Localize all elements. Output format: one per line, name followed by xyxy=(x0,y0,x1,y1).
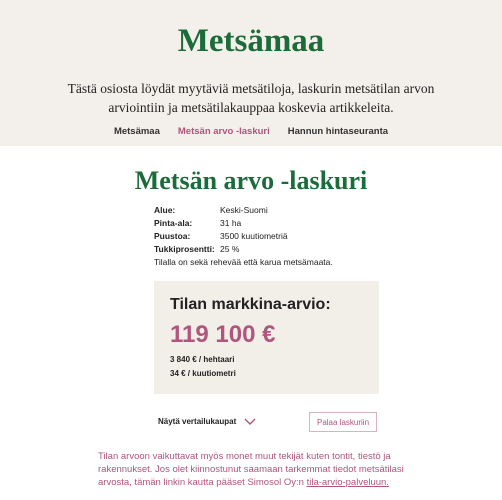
detail-row xyxy=(154,217,333,230)
nav-item-metsamaa[interactable]: Metsämaa xyxy=(113,126,160,137)
chevron-down-icon xyxy=(244,418,256,426)
estimate-per-cubic: 34 € / kuutiometri xyxy=(170,369,236,378)
detail-row xyxy=(154,243,333,256)
main-nav xyxy=(0,126,502,137)
estimate-card xyxy=(154,281,379,394)
detail-value: 3500 kuutiometriä xyxy=(220,231,288,241)
estimate-per-hectare: 3 840 € / hehtaari xyxy=(170,355,235,364)
detail-value: 25 % xyxy=(220,244,240,254)
site-title: Metsämaa xyxy=(177,23,325,59)
detail-row xyxy=(154,230,333,243)
detail-label: Alue: xyxy=(154,205,176,215)
nav-item-hannun-hintaseuranta[interactable]: Hannun hintaseuranta xyxy=(287,126,389,137)
intro-text: Tästä osiosta löydät myytäviä metsätiloja, laskurin metsätilan arvon arviointiin ja metsätilakauppaa koskevia artikkeleita. xyxy=(67,81,435,115)
show-comparison-sales-toggle[interactable] xyxy=(158,417,256,426)
detail-label: Puustoa: xyxy=(154,231,191,241)
detail-label: Pinta-ala: xyxy=(154,218,193,228)
site-header xyxy=(0,0,502,146)
estimate-value: 119 100 € xyxy=(170,321,276,348)
footer-text xyxy=(98,450,423,489)
detail-note: Tilalla on sekä rehevää että karua metsämaata. xyxy=(154,257,333,267)
compare-label: Näytä vertailukaupat xyxy=(158,417,237,426)
detail-row xyxy=(154,204,333,217)
page-title: Metsän arvo -laskuri xyxy=(134,166,368,195)
tila-arvio-link[interactable]: tila-arvio-palveluun. xyxy=(306,477,389,488)
property-details xyxy=(154,204,333,269)
detail-value: 31 ha xyxy=(220,218,242,228)
estimate-heading: Tilan markkina-arvio: xyxy=(170,296,331,313)
back-to-calculator-button[interactable]: Palaa laskuriin xyxy=(309,412,377,432)
footer-body: Tilan arvoon vaikuttavat myös monet muut tekijät kuten tontit, tiestö ja rakennukset. Jos olet kiinnostunut saamaan tarkemmat tiedot metsätilasi arvosta, tämän linkin kautta pääset Simosol Oy:n xyxy=(98,451,404,488)
detail-value: Keski-Suomi xyxy=(220,205,268,215)
nav-item-metsan-arvo-laskuri[interactable]: Metsän arvo -laskuri xyxy=(177,126,270,137)
detail-label: Tukkiprosentti: xyxy=(154,244,215,254)
